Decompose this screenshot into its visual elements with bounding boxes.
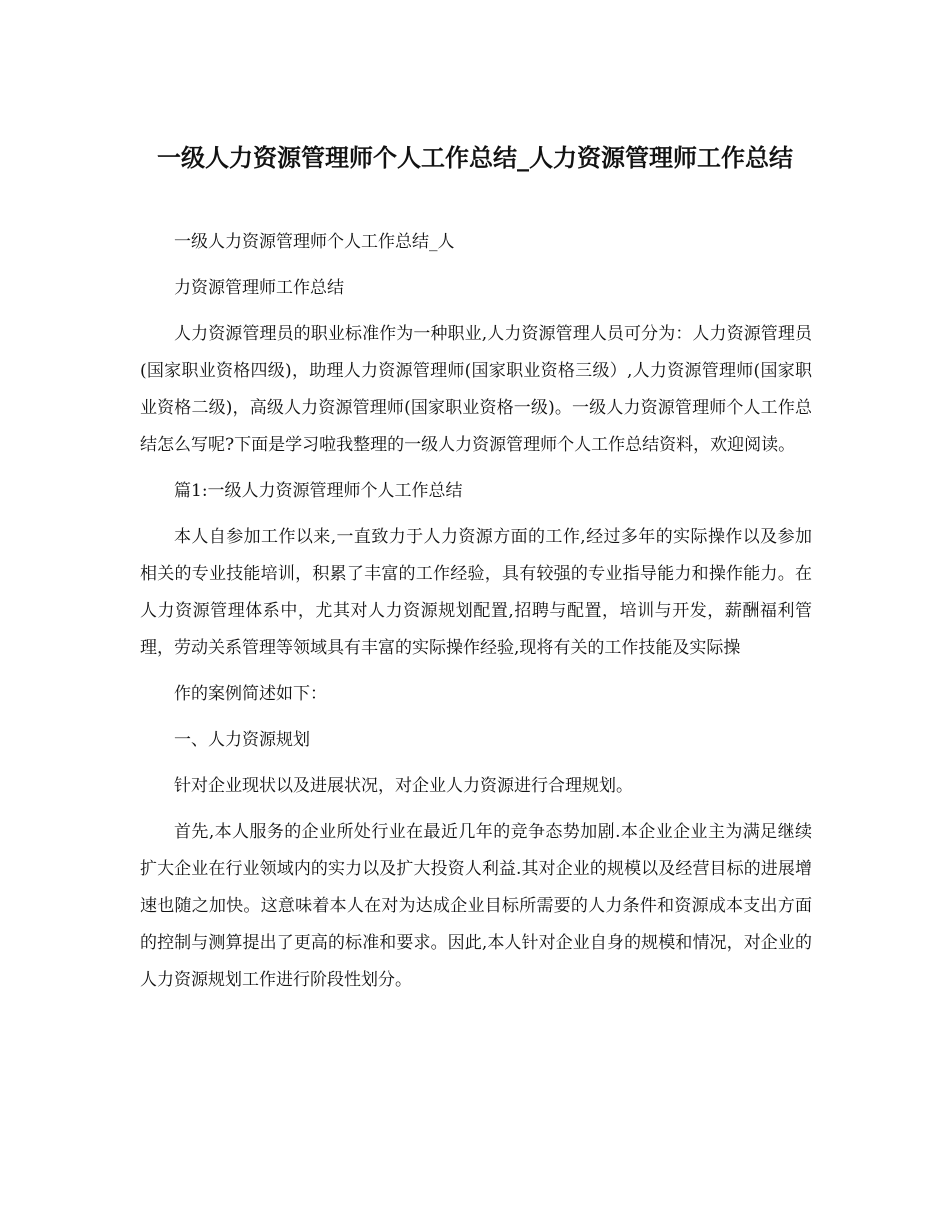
paragraph: 力资源管理师工作总结 [174, 278, 344, 298]
paragraph: 首先,本人服务的企业所处行业在最近几年的竞争态势加剧.本企业企业主为满足继续扩大企业在行业领域内的实力以及扩大投资人利益.其对企业的规模以及经营目标的进展增速也随之加快。这意味着本人在对为达成企业目标所需要的人力条件和资源成本支出方面的控制与测算提出了更高的标准和要求。因此,本人针对企业自身的规模和情况，对企业的人力资源规划工作进行阶段性划分。 [140, 822, 812, 990]
paragraph: 作的案例简述如下： [174, 684, 327, 704]
section-heading: 篇1:一级人力资源管理师个人工作总结 [174, 481, 463, 501]
document-title: 一级人力资源管理师个人工作总结_人力资源管理师工作总结 [157, 143, 793, 172]
paragraph: 本人自参加工作以来,一直致力于人力资源方面的工作,经过多年的实际操作以及参加相关的专业技能培训，积累了丰富的工作经验，具有较强的专业指导能力和操作能力。在人力资源管理体系中，尤其对人力资源规划配置,招聘与配置，培训与开发，薪酬福利管理，劳动关系管理等领域具有丰富的实际操作经验,现将有关的工作技能及实际操 [140, 527, 812, 658]
section-heading: 一、人力资源规划 [174, 730, 310, 750]
document-body [140, 224, 812, 1008]
paragraph: 针对企业现状以及进展状况，对企业人力资源进行合理规划。 [174, 776, 633, 796]
paragraph: 一级人力资源管理师个人工作总结_人 [174, 232, 455, 252]
paragraph: 人力资源管理员的职业标准作为一种职业,人力资源管理人员可分为：人力资源管理员(国家职业资格四级)，助理人力资源管理师(国家职业资格三级）,人力资源管理师(国家职业资格二级)，高级人力资源管理师(国家职业资格一级)。一级人力资源管理师个人工作总结怎么写呢?下面是学习啦我整理的一级人力资源管理师个人工作总结资料，欢迎阅读。 [140, 324, 812, 455]
